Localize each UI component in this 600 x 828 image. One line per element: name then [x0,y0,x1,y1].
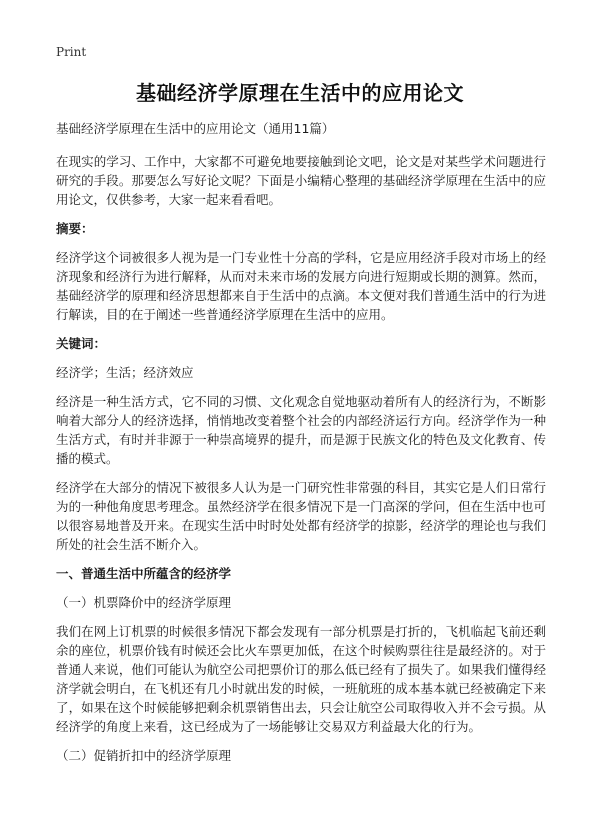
subsection-1-heading: （一）机票降价中的经济学原理 [56,595,232,610]
section-1-heading: 一、普通生活中所蕴含的经济学 [56,566,232,581]
document-subtitle: 基础经济学原理在生活中的应用论文（通用11篇） [56,121,335,136]
body-paragraph-2: 经济学在大部分的情况下被很多人认为是一门研究性非常强的科目，其实它是人们日常行为的一种他角度思考理念。虽然经济学在很多情况下是一门高深的学问，但在生活中也可以很容易地普及开来。在现实生活中时时处处都有经济学的掠影，经济学的理论也与我们所处的社会生活不断介入。 [56,480,546,552]
document-body [56,119,546,775]
subsection-2-heading: （二）促销折扣中的经济学原理 [56,748,232,763]
print-link[interactable]: Print [56,45,87,59]
abstract-label: 摘要： [56,221,94,236]
keywords-text: 经济学；生活；经济效应 [56,365,194,380]
abstract-paragraph: 经济学这个词被很多人视为是一门专业性十分高的学科，它是应用经济手段对市场上的经济现象和经济行为进行解释，从而对未来市场的发展方向进行短期或长期的测算。然而，基础经济学的原理和经济思想都来自于生活中的点滴。本文便对我们普通生活中的行为进行解读，目的在于阐述一些普通经济学原理在生活中的应用。 [56,250,546,322]
body-paragraph-1: 经济是一种生活方式，它不同的习惯、文化观念自觉地驱动着所有人的经济行为，不断影响着大部分人的经济选择，悄悄地改变着整个社会的内部经济运行方向。经济学作为一种生活方式，有时并非源于一种崇高境界的提升，而是源于民族文化的特色及文化教育、传播的模式。 [56,394,546,466]
keywords-label: 关键词： [56,336,107,351]
intro-paragraph: 在现实的学习、工作中，大家都不可避免地要接触到论文吧，论文是对某些学术问题进行研究的手段。那要怎么写好论文呢？下面是小编精心整理的基础经济学原理在生活中的应用论文，仅供参考，大家一起来看看吧。 [56,154,546,207]
document-title: 基础经济学原理在生活中的应用论文 [136,81,464,105]
subsection-1-paragraph: 我们在网上订机票的时候很多情况下都会发现有一部分机票是打折的，飞机临起飞前还剩余的座位，机票价钱有时候还会比火车票更加低，在这个时候购票往往是最经济的。对于普通人来说，他们可能认为航空公司把票价订的那么低已经有了损失了。如果我们懂得经济学就会明白，在飞机还有几小时就出发的时候，一班航班的成本基本就已经被确定下来了，如果在这个时候能够把剩余机票销售出去，只会让航空公司取得收入并不会亏损。从经济学的角度上来看，这已经成为了一场能够让交易双方利益最大化的行为。 [56,624,546,734]
